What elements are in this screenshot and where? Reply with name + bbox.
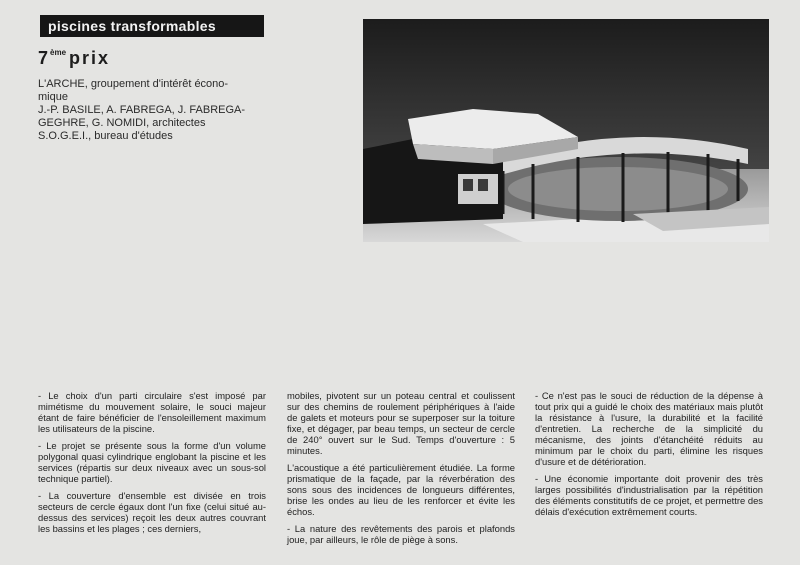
paragraph: - La couverture d'ensemble est divisée en trois secteurs de cercle égaux dont l'un fixe (celui situé au-dessus des services) reçoit les deux autres couvrant les bassins et les plages ; ces derniers,	[38, 490, 266, 534]
team-line: S.O.G.E.I., bureau d'études	[38, 130, 173, 142]
paragraph: L'acoustique a été particulièrement étudiée. La forme prismatique de la façade, par la réverbération des sons sous des incidences de longueurs différentes, brise les ondes au lieu de les renforcer et évite les échos.	[287, 462, 515, 517]
text-column-1	[38, 390, 266, 540]
pool-water	[508, 167, 728, 211]
prize-label: prix	[69, 48, 111, 68]
prize-suffix: ème	[50, 48, 67, 57]
paragraph: - Ce n'est pas le souci de réduction de la dépense à tout prix qui a guidé le choix des matériaux mais plutôt la résistance à l'usure, la durabilité et la facilité d'entretien. La recherche de la simplicité du mécanisme, des joints d'étanchéité réduits au minimum par le choix du parti, élimine les risques d'usure et de détérioration.	[535, 390, 763, 467]
facade-window	[478, 179, 488, 191]
team-line: GEGHRE, G. NOMIDI, architectes	[38, 117, 206, 129]
text-column-3	[535, 390, 763, 523]
body-text	[38, 390, 768, 560]
paragraph: mobiles, pivotent sur un poteau central et coulissent sur des chemins de roulement périphériques à l'aide de galets et moteurs pour se superposer sur la toiture fixe, et dégager, par beau temps, un secteur de cercle de 240° ouvert sur le Sud. Temps d'ouverture : 5 minutes.	[287, 390, 515, 456]
prize-number: 7	[38, 48, 51, 68]
paragraph: - Le projet se présente sous la forme d'un volume polygonal quasi cylindrique englobant la piscine et les services (répartis sur deux niveaux avec un sous-sol technique partiel).	[38, 440, 266, 484]
category-heading: piscines transformables	[40, 15, 264, 37]
paragraph: - Le choix d'un parti circulaire s'est imposé par mimétisme du mouvement solaire, le souci majeur étant de faire bénéficier de l'ensoleillement maximum les utilisateurs de la piscine.	[38, 390, 266, 434]
facade-window	[463, 179, 473, 191]
paragraph: - Une économie importante doit provenir des très larges possibilités d'industrialisation par la répétition des éléments constitutifs de ce projet, et permettre des délais d'exécution extrêmement courts.	[535, 473, 763, 517]
text-column-2	[287, 390, 515, 551]
team-credits	[38, 78, 278, 143]
team-line: J.-P. BASILE, A. FABREGA, J. FABREGA-	[38, 104, 246, 116]
prize-title	[38, 48, 110, 69]
team-line: L'ARCHE, groupement d'intérêt écono-	[38, 78, 229, 90]
model-photo-drawing	[363, 19, 769, 242]
model-photograph	[363, 19, 769, 242]
paragraph: - La nature des revêtements des parois et plafonds joue, par ailleurs, le rôle de piège à sons.	[287, 523, 515, 545]
team-line: mique	[38, 91, 68, 103]
